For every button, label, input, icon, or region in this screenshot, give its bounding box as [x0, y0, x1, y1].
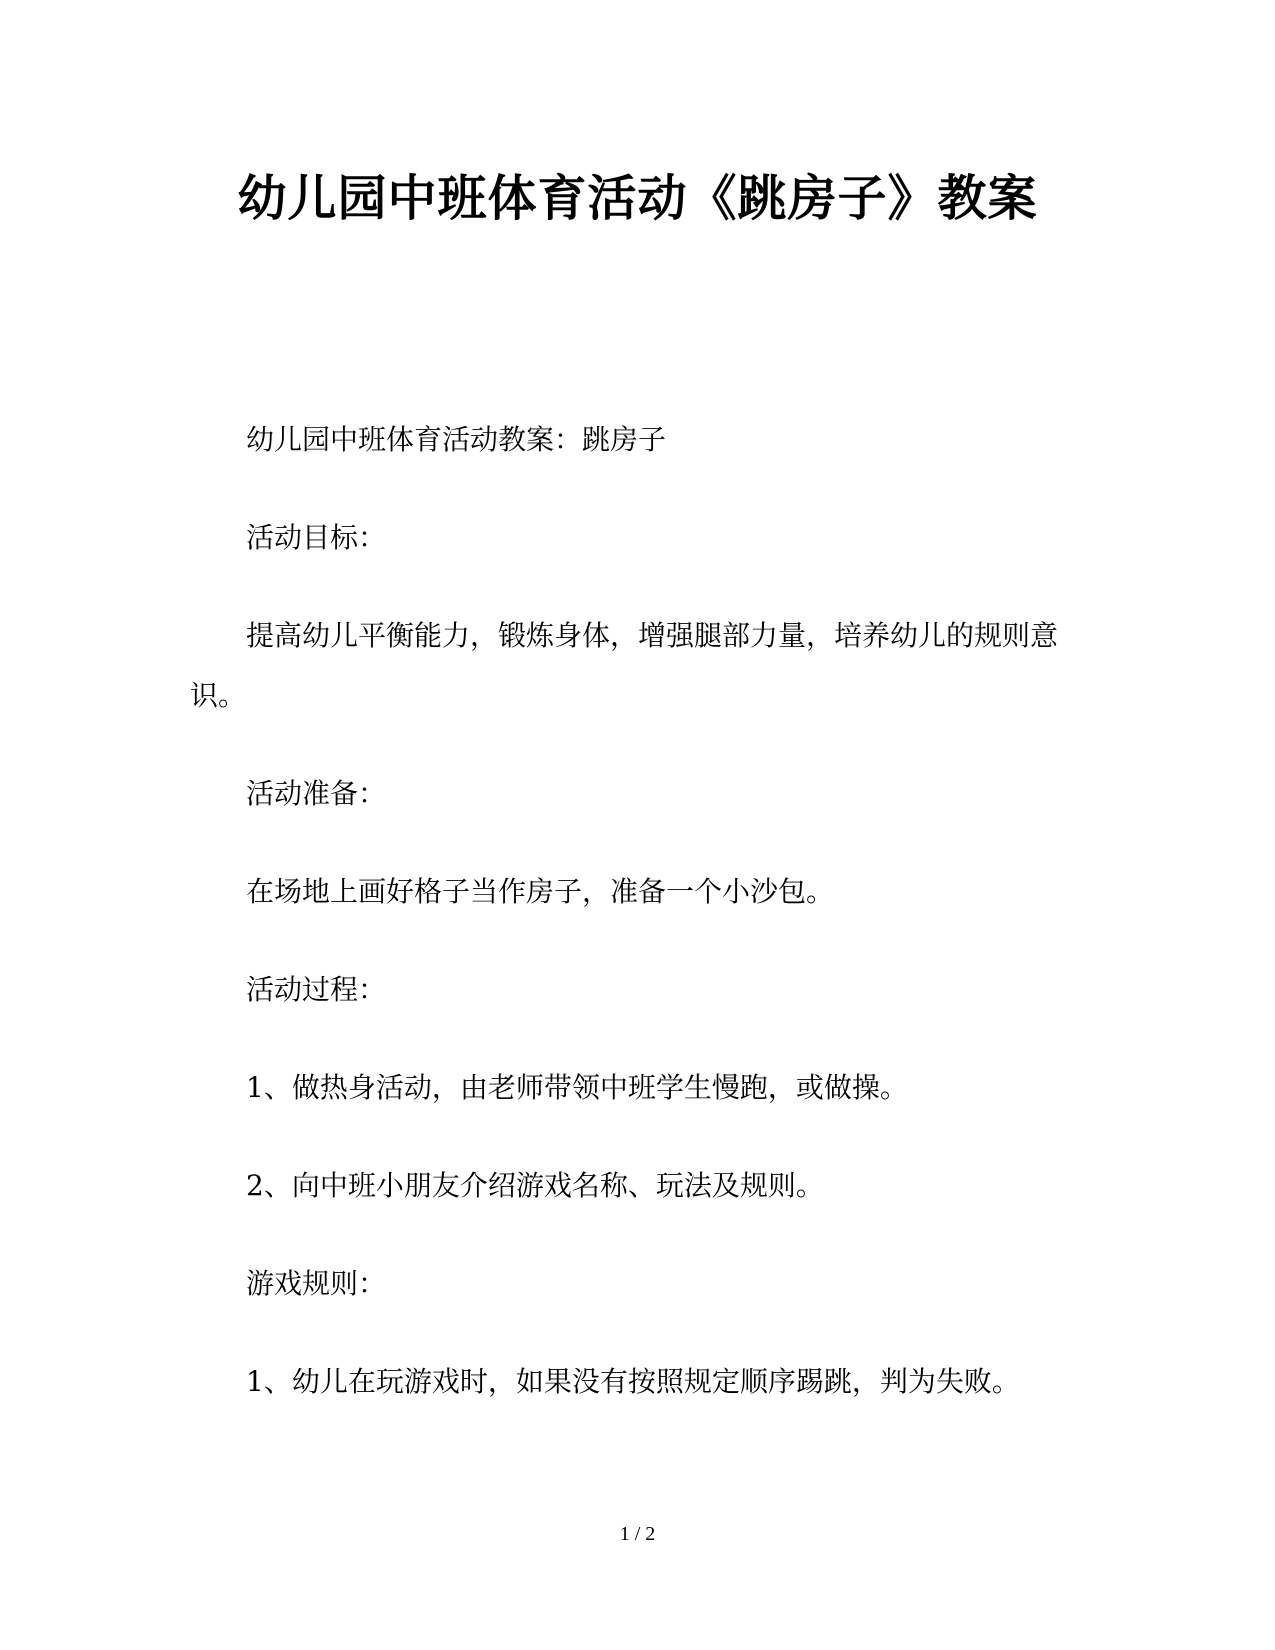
paragraph-subtitle: 幼儿园中班体育活动教案：跳房子 [246, 423, 667, 456]
paragraph-prep-text: 在场地上画好格子当作房子，准备一个小沙包。 [246, 875, 835, 908]
paragraph-process-step-1: 1、做热身活动，由老师带领中班学生慢跑，或做操。 [246, 1071, 908, 1104]
page-number: 1 / 2 [619, 1523, 656, 1545]
paragraph-goal-text: 提高幼儿平衡能力，锻炼身体，增强腿部力量，培养幼儿的规则意识。 [190, 619, 1059, 712]
paragraph-process-heading: 活动过程： [246, 973, 387, 1006]
paragraph-process-step-2: 2、向中班小朋友介绍游戏名称、玩法及规则。 [246, 1169, 824, 1202]
document-body [190, 410, 1085, 1450]
paragraph-goal-heading: 活动目标： [246, 521, 387, 554]
paragraph-rule-1: 1、幼儿在玩游戏时，如果没有按照规定顺序踢跳，判为失败。 [246, 1365, 1020, 1398]
document-title: 幼儿园中班体育活动《跳房子》教案 [237, 169, 1038, 227]
paragraph-prep-heading: 活动准备： [246, 777, 387, 810]
paragraph-rules-heading: 游戏规则： [246, 1267, 387, 1300]
